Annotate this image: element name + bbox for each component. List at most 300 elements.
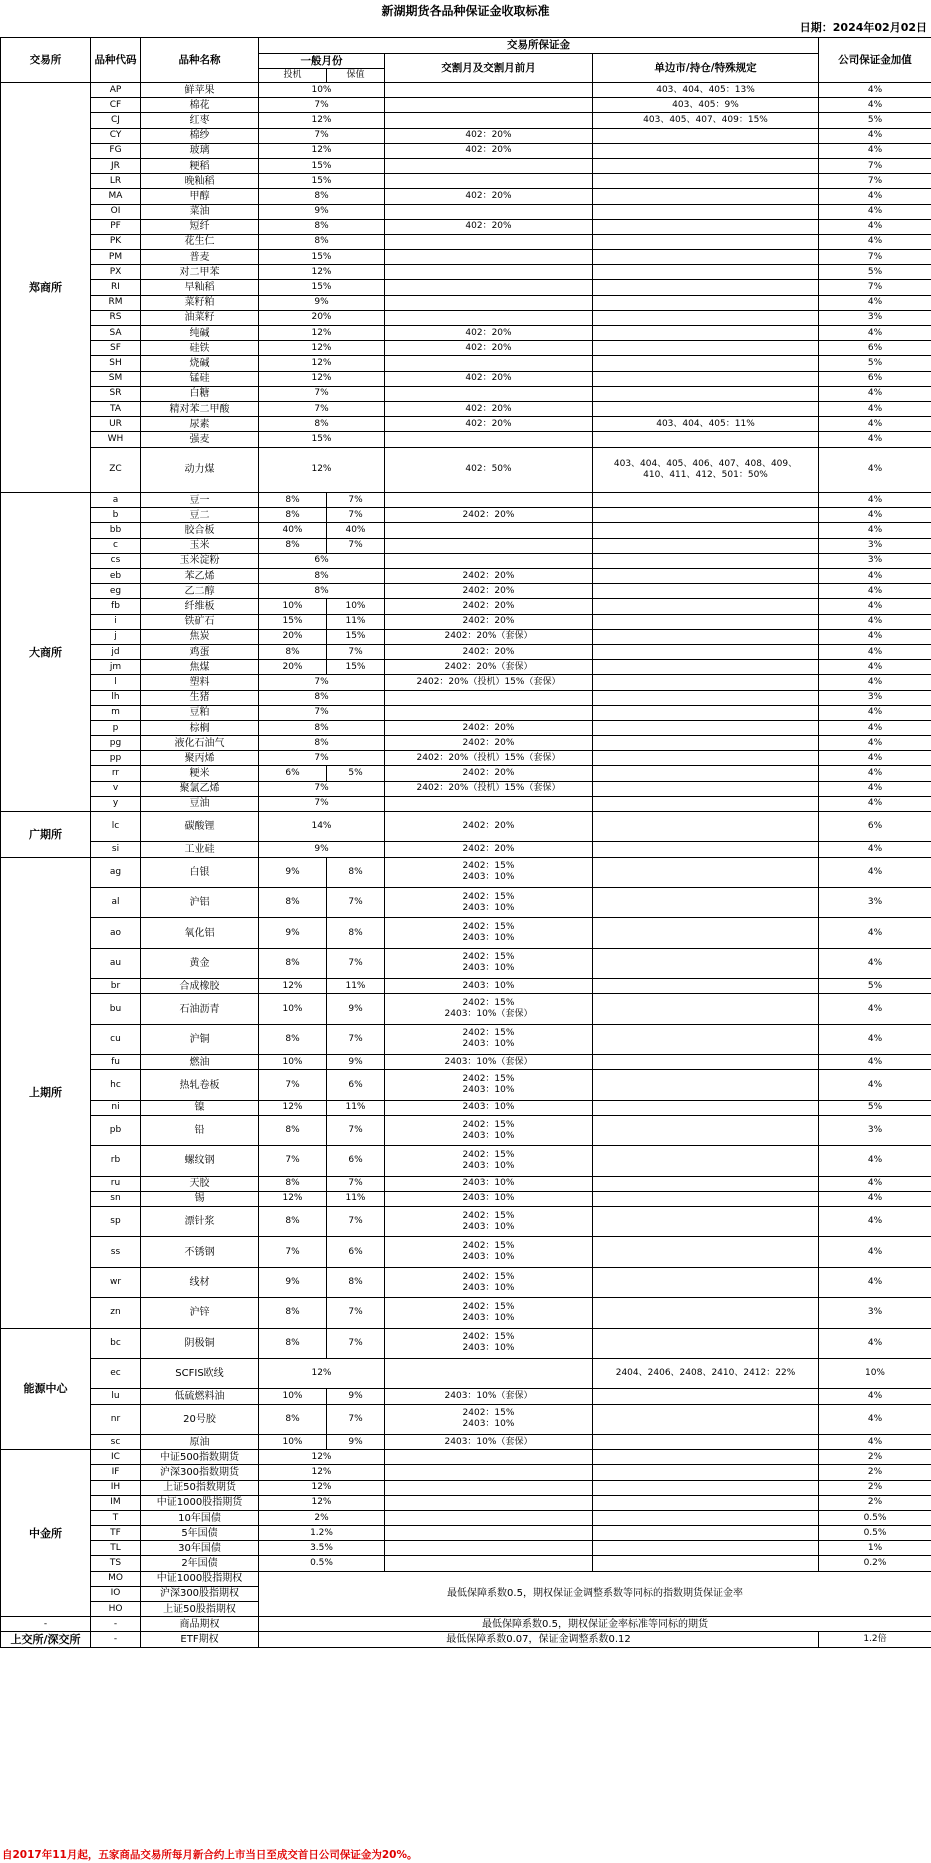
product-name: 硅铁 (141, 341, 259, 356)
product-name: 甲醇 (141, 189, 259, 204)
table-row (1, 736, 931, 751)
company-add: 4% (819, 204, 931, 219)
general-margin: 12% (259, 1450, 385, 1465)
delivery-margin (385, 1450, 593, 1465)
spec-margin: 20% (259, 660, 327, 675)
table-row (1, 1191, 931, 1206)
table-row (1, 994, 931, 1024)
general-margin: 15% (259, 174, 385, 189)
product-code: fb (91, 599, 141, 614)
product-code: si (91, 842, 141, 857)
spec-margin: 15% (259, 614, 327, 629)
table-row (1, 432, 931, 447)
product-code: wr (91, 1267, 141, 1297)
product-name: 不锈钢 (141, 1237, 259, 1267)
company-add: 4% (819, 918, 931, 948)
product-name: 豆油 (141, 796, 259, 811)
product-name: 镍 (141, 1100, 259, 1115)
table-row (1, 705, 931, 720)
company-add: 7% (819, 158, 931, 173)
product-name: 锡 (141, 1191, 259, 1206)
product-code: nr (91, 1404, 141, 1434)
product-name: 菜籽粕 (141, 295, 259, 310)
delivery-margin: 402：20% (385, 189, 593, 204)
special-rule (593, 1556, 819, 1571)
product-name: 棉纱 (141, 128, 259, 143)
special-rule (593, 918, 819, 948)
special-rule (593, 1146, 819, 1176)
special-rule (593, 1541, 819, 1556)
hedge-margin: 7% (327, 644, 385, 659)
product-code: eg (91, 584, 141, 599)
product-name: 氧化铝 (141, 918, 259, 948)
delivery-margin (385, 1526, 593, 1541)
table-row (1, 143, 931, 158)
product-name: 乙二醇 (141, 584, 259, 599)
table-row (1, 538, 931, 553)
product-code: lc (91, 812, 141, 842)
product-code: PX (91, 265, 141, 280)
product-name: 强麦 (141, 432, 259, 447)
product-name: 沪深300股指期权 (141, 1586, 259, 1601)
table-row (1, 1632, 931, 1647)
product-code: v (91, 781, 141, 796)
company-add: 4% (819, 584, 931, 599)
delivery-margin: 402：20% (385, 401, 593, 416)
special-rule (593, 1100, 819, 1115)
general-margin: 12% (259, 265, 385, 280)
hedge-margin: 9% (327, 994, 385, 1024)
company-add: 3% (819, 1298, 931, 1328)
spec-margin: 6% (259, 766, 327, 781)
hedge-margin: 7% (327, 1328, 385, 1358)
product-code: y (91, 796, 141, 811)
table-row (1, 508, 931, 523)
product-name: 粳稻 (141, 158, 259, 173)
company-add: 4% (819, 766, 931, 781)
hedge-margin: 11% (327, 1100, 385, 1115)
table-row (1, 569, 931, 584)
company-add: 3% (819, 553, 931, 568)
company-add: 4% (819, 447, 931, 493)
special-rule (593, 371, 819, 386)
special-rule (593, 781, 819, 796)
company-add: 3% (819, 690, 931, 705)
product-code: OI (91, 204, 141, 219)
delivery-margin (385, 386, 593, 401)
delivery-margin (385, 356, 593, 371)
special-rule (593, 158, 819, 173)
product-code: ni (91, 1100, 141, 1115)
special-rule (593, 842, 819, 857)
table-row (1, 219, 931, 234)
hedge-margin: 7% (327, 1176, 385, 1191)
product-name: 中证1000股指期货 (141, 1495, 259, 1510)
product-code: IM (91, 1495, 141, 1510)
spec-margin: 7% (259, 1146, 327, 1176)
company-add: 4% (819, 1055, 931, 1070)
table-row (1, 629, 931, 644)
special-rule (593, 1237, 819, 1267)
product-name: 原油 (141, 1434, 259, 1449)
general-margin: 3.5% (259, 1541, 385, 1556)
company-add: 4% (819, 83, 931, 98)
company-add: 7% (819, 280, 931, 295)
special-rule (593, 174, 819, 189)
delivery-margin: 2402：15% 2403：10% (385, 948, 593, 978)
product-code: au (91, 948, 141, 978)
etf-options-note: 最低保障系数0.07，保证金调整系数0.12 (259, 1632, 819, 1647)
product-name: 棉花 (141, 98, 259, 113)
delivery-margin: 402：20% (385, 371, 593, 386)
product-name: 5年国债 (141, 1526, 259, 1541)
delivery-margin (385, 174, 593, 189)
table-row (1, 1541, 931, 1556)
company-add: 1% (819, 1541, 931, 1556)
commodity-options-note: 最低保障系数0.5，期权保证金率标准等同标的期货 (259, 1617, 931, 1632)
general-margin: 8% (259, 569, 385, 584)
table-row (1, 401, 931, 416)
hedge-margin: 10% (327, 599, 385, 614)
product-code: - (91, 1632, 141, 1647)
special-rule (593, 1207, 819, 1237)
product-name: 铅 (141, 1115, 259, 1145)
product-code: PM (91, 250, 141, 265)
product-name: 2年国债 (141, 1556, 259, 1571)
delivery-margin: 2402：15% 2403：10%（套保） (385, 994, 593, 1024)
spec-margin: 8% (259, 508, 327, 523)
company-add: 4% (819, 857, 931, 887)
special-rule (593, 948, 819, 978)
general-margin: 2% (259, 1510, 385, 1525)
table-row (1, 1465, 931, 1480)
product-code: zn (91, 1298, 141, 1328)
table-row (1, 1510, 931, 1525)
general-margin: 0.5% (259, 1556, 385, 1571)
product-name: 漂针浆 (141, 1207, 259, 1237)
table-row (1, 720, 931, 735)
table-row (1, 447, 931, 493)
company-add: 0.2% (819, 1556, 931, 1571)
special-rule (593, 599, 819, 614)
product-name: 黄金 (141, 948, 259, 978)
hedge-margin: 11% (327, 1191, 385, 1206)
product-name: 早籼稻 (141, 280, 259, 295)
table-row (1, 781, 931, 796)
table-row (1, 1389, 931, 1404)
table-row (1, 174, 931, 189)
product-code: p (91, 720, 141, 735)
general-margin: 7% (259, 781, 385, 796)
table-row (1, 1526, 931, 1541)
product-code: rr (91, 766, 141, 781)
special-rule (593, 508, 819, 523)
special-rule (593, 629, 819, 644)
product-code: c (91, 538, 141, 553)
footer-note: 自2017年11月起，五家商品交易所每月新合约上市当日至成交首日公司保证金为20%。 (2, 1849, 418, 1861)
product-code: fu (91, 1055, 141, 1070)
product-code: CY (91, 128, 141, 143)
special-rule (593, 1055, 819, 1070)
special-rule (593, 569, 819, 584)
delivery-margin: 2402：20% (385, 766, 593, 781)
company-add: 4% (819, 386, 931, 401)
hedge-margin: 7% (327, 493, 385, 508)
table-row (1, 1298, 931, 1328)
product-name: 鸡蛋 (141, 644, 259, 659)
header-hedge: 保值 (327, 69, 385, 83)
hedge-margin: 7% (327, 1115, 385, 1145)
table-row (1, 599, 931, 614)
delivery-margin: 2402：20% (385, 599, 593, 614)
special-rule (593, 265, 819, 280)
table-row (1, 690, 931, 705)
delivery-margin: 402：20% (385, 417, 593, 432)
table-row (1, 265, 931, 280)
product-name: 商品期权 (141, 1617, 259, 1632)
exchange-name: - (1, 1617, 91, 1632)
company-add: 4% (819, 614, 931, 629)
exchange-name: 大商所 (1, 493, 91, 812)
spec-margin: 8% (259, 493, 327, 508)
general-margin: 7% (259, 98, 385, 113)
delivery-margin (385, 432, 593, 447)
table-row (1, 675, 931, 690)
table-row (1, 1450, 931, 1465)
table-row (1, 1146, 931, 1176)
general-margin: 12% (259, 1465, 385, 1480)
product-name: 沪锌 (141, 1298, 259, 1328)
hedge-margin: 7% (327, 1024, 385, 1054)
hedge-margin: 9% (327, 1389, 385, 1404)
delivery-margin: 2402：20% (385, 614, 593, 629)
product-code: FG (91, 143, 141, 158)
product-name: 塑料 (141, 675, 259, 690)
product-name: 30年国债 (141, 1541, 259, 1556)
general-margin: 8% (259, 189, 385, 204)
general-margin: 12% (259, 371, 385, 386)
product-name: 铁矿石 (141, 614, 259, 629)
delivery-margin (385, 280, 593, 295)
special-rule: 403、404、405、406、407、408、409、 410、411、412、501：50% (593, 447, 819, 493)
product-code: eb (91, 569, 141, 584)
delivery-margin: 2403：10%（套保） (385, 1389, 593, 1404)
company-add: 4% (819, 720, 931, 735)
product-code: TA (91, 401, 141, 416)
spec-margin: 10% (259, 1389, 327, 1404)
table-row (1, 948, 931, 978)
general-margin: 7% (259, 386, 385, 401)
product-code: ec (91, 1359, 141, 1389)
special-rule (593, 796, 819, 811)
special-rule (593, 341, 819, 356)
hedge-margin: 7% (327, 948, 385, 978)
product-code: UR (91, 417, 141, 432)
product-code: MA (91, 189, 141, 204)
special-rule (593, 234, 819, 249)
company-add: 4% (819, 1070, 931, 1100)
product-code: lh (91, 690, 141, 705)
general-margin: 8% (259, 720, 385, 735)
delivery-margin (385, 690, 593, 705)
product-name: 20号胶 (141, 1404, 259, 1434)
delivery-margin: 2402：15% 2403：10% (385, 1237, 593, 1267)
delivery-margin (385, 1495, 593, 1510)
product-name: 燃油 (141, 1055, 259, 1070)
product-name: 玉米 (141, 538, 259, 553)
exchange-name: 上期所 (1, 857, 91, 1328)
delivery-margin (385, 83, 593, 98)
special-rule: 2404、2406、2408、2410、2412：22% (593, 1359, 819, 1389)
delivery-margin (385, 310, 593, 325)
spec-margin: 8% (259, 1298, 327, 1328)
spec-margin: 12% (259, 1191, 327, 1206)
spec-margin: 8% (259, 888, 327, 918)
product-name: 焦炭 (141, 629, 259, 644)
special-rule (593, 690, 819, 705)
product-code: PK (91, 234, 141, 249)
delivery-margin: 2403：10% (385, 1176, 593, 1191)
product-code: sn (91, 1191, 141, 1206)
table-row (1, 1556, 931, 1571)
product-code: rb (91, 1146, 141, 1176)
header-spec: 投机 (259, 69, 327, 83)
special-rule (593, 1434, 819, 1449)
special-rule (593, 1298, 819, 1328)
company-add: 4% (819, 994, 931, 1024)
company-add: 4% (819, 508, 931, 523)
product-code: IH (91, 1480, 141, 1495)
product-code: lu (91, 1389, 141, 1404)
product-code: ag (91, 857, 141, 887)
special-rule (593, 189, 819, 204)
company-add: 4% (819, 1024, 931, 1054)
header-special: 单边市/持仓/特殊规定 (593, 54, 819, 83)
special-rule (593, 143, 819, 158)
product-name: 尿素 (141, 417, 259, 432)
company-add: 6% (819, 812, 931, 842)
spec-margin: 8% (259, 1176, 327, 1191)
product-name: 液化石油气 (141, 736, 259, 751)
company-add: 4% (819, 599, 931, 614)
product-code: pg (91, 736, 141, 751)
product-code: j (91, 629, 141, 644)
spec-margin: 8% (259, 538, 327, 553)
product-name: 阴极铜 (141, 1328, 259, 1358)
company-add: 4% (819, 736, 931, 751)
exchange-name: 上交所/深交所 (1, 1632, 91, 1647)
table-row (1, 1328, 931, 1358)
spec-margin: 7% (259, 1237, 327, 1267)
product-code: b (91, 508, 141, 523)
product-name: 上证50指数期货 (141, 1480, 259, 1495)
company-add: 5% (819, 979, 931, 994)
delivery-margin: 2402：20% (385, 584, 593, 599)
header-name: 品种名称 (141, 38, 259, 83)
special-rule: 403、404、405：11% (593, 417, 819, 432)
exchange-name: 广期所 (1, 812, 91, 858)
company-add: 4% (819, 629, 931, 644)
product-code: PF (91, 219, 141, 234)
company-add: 4% (819, 234, 931, 249)
delivery-margin (385, 493, 593, 508)
special-rule (593, 250, 819, 265)
delivery-margin: 402：20% (385, 326, 593, 341)
product-code: JR (91, 158, 141, 173)
general-margin: 10% (259, 83, 385, 98)
company-add: 4% (819, 523, 931, 538)
product-name: 粳米 (141, 766, 259, 781)
product-code: - (91, 1617, 141, 1632)
product-name: 菜油 (141, 204, 259, 219)
table-row (1, 796, 931, 811)
special-rule (593, 614, 819, 629)
table-row (1, 1617, 931, 1632)
general-margin: 15% (259, 432, 385, 447)
special-rule (593, 812, 819, 842)
special-rule (593, 660, 819, 675)
special-rule: 403、405、407、409：15% (593, 113, 819, 128)
spec-margin: 8% (259, 1404, 327, 1434)
product-code: pp (91, 751, 141, 766)
hedge-margin: 7% (327, 1207, 385, 1237)
table-row (1, 1571, 931, 1586)
product-name: 10年国债 (141, 1510, 259, 1525)
spec-margin: 20% (259, 629, 327, 644)
company-add: 4% (819, 1207, 931, 1237)
special-rule (593, 979, 819, 994)
product-code: hc (91, 1070, 141, 1100)
company-add: 2% (819, 1495, 931, 1510)
table-row (1, 326, 931, 341)
product-code: SM (91, 371, 141, 386)
delivery-margin: 2402：15% 2403：10% (385, 1404, 593, 1434)
hedge-margin: 5% (327, 766, 385, 781)
delivery-margin: 2403：10%（套保） (385, 1434, 593, 1449)
hedge-margin: 8% (327, 857, 385, 887)
special-rule (593, 736, 819, 751)
company-add: 4% (819, 295, 931, 310)
company-add: 4% (819, 705, 931, 720)
table-row (1, 295, 931, 310)
table-row (1, 280, 931, 295)
delivery-margin: 2402：15% 2403：10% (385, 888, 593, 918)
delivery-margin: 2402：15% 2403：10% (385, 1207, 593, 1237)
company-add: 4% (819, 660, 931, 675)
general-margin: 12% (259, 143, 385, 158)
product-code: cu (91, 1024, 141, 1054)
product-code: m (91, 705, 141, 720)
table-row (1, 523, 931, 538)
company-add: 4% (819, 326, 931, 341)
product-name: 合成橡胶 (141, 979, 259, 994)
special-rule (593, 644, 819, 659)
special-rule (593, 1176, 819, 1191)
special-rule (593, 705, 819, 720)
special-rule (593, 553, 819, 568)
special-rule (593, 1024, 819, 1054)
company-add: 4% (819, 842, 931, 857)
hedge-margin: 7% (327, 508, 385, 523)
product-code: IF (91, 1465, 141, 1480)
table-row (1, 1070, 931, 1100)
delivery-margin: 402：20% (385, 143, 593, 158)
page-title: 新湖期货各品种保证金收取标准 (381, 4, 550, 18)
product-name: 纯碱 (141, 326, 259, 341)
special-rule (593, 1404, 819, 1434)
company-add: 5% (819, 356, 931, 371)
delivery-margin (385, 796, 593, 811)
